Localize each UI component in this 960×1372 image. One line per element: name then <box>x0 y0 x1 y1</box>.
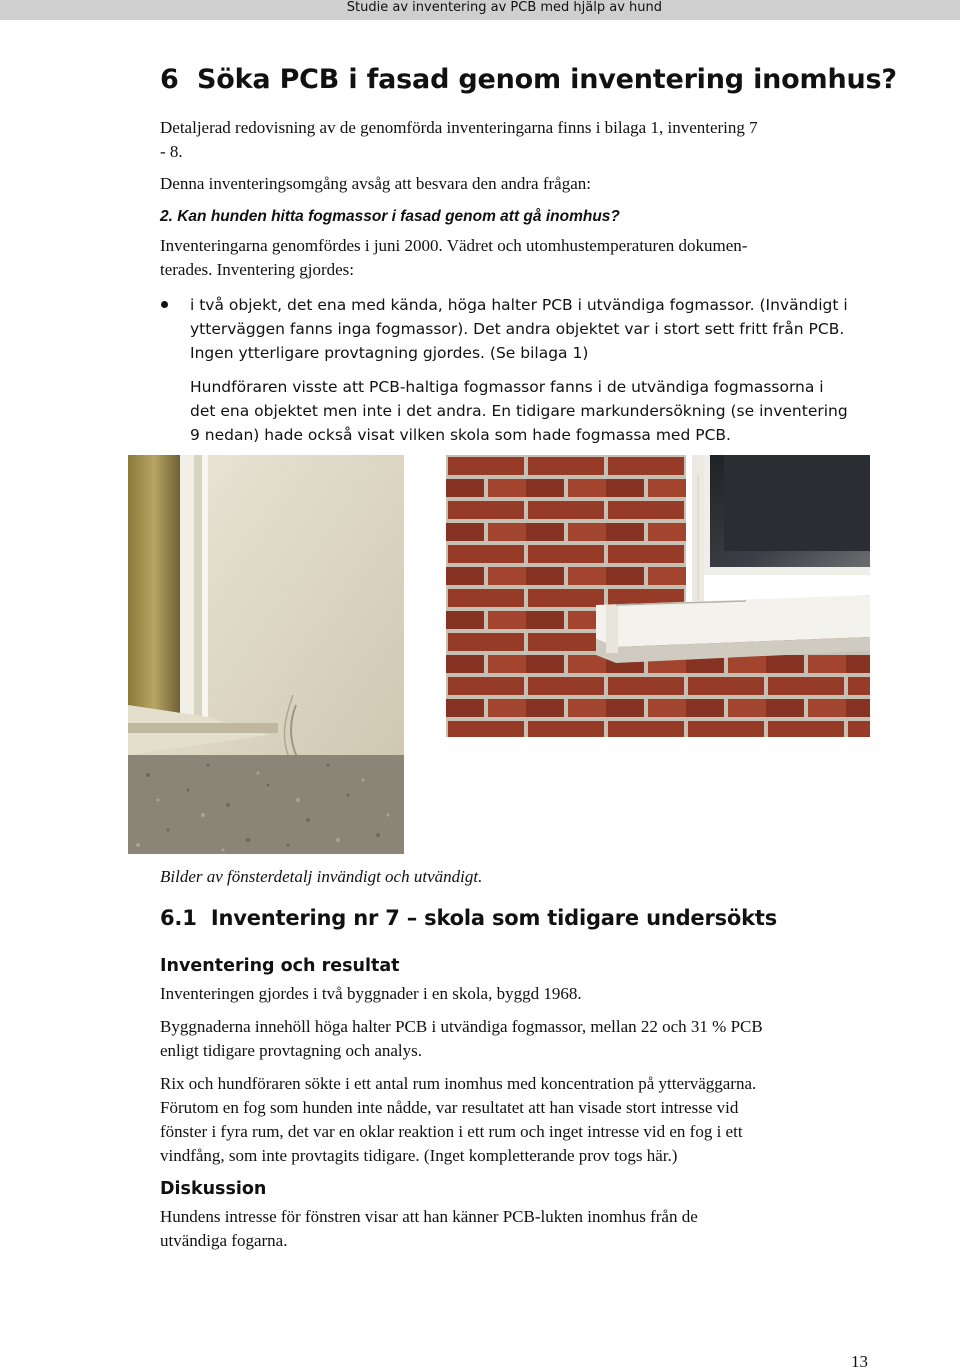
bullet-item <box>190 293 870 365</box>
intro-p3-line1: Inventeringarna genomfördes i juni 2000. Vädret och utomhustemperaturen dokumen- <box>160 236 748 255</box>
intro-p3-line2: terades. Inventering gjordes: <box>160 260 355 279</box>
results-p3-line4: vindfång, som inte provtagits tidigare. (Inget kompletterande prov togs här.) <box>160 1146 678 1165</box>
bullet-line1: i två objekt, det ena med kända, höga halter PCB i utvändiga fogmassor. (Invändigt i <box>190 296 848 314</box>
discussion-line1: Hundens intresse för fönstren visar att han känner PCB-lukten inomhus från de <box>160 1207 698 1226</box>
results-paragraph-3 <box>160 1072 870 1168</box>
subsection-heading <box>160 906 777 930</box>
intro-p1-line1: Detaljerad redovisning av de genomförda inventeringarna finns i bilaga 1, inventering 7 <box>160 118 758 137</box>
results-p3-line1: Rix och hundföraren sökte i ett antal rum inomhus med koncentration på ytterväggarna. <box>160 1074 757 1093</box>
bullet-sub-line2: det ena objektet men inte i det andra. En tidigare markundersökning (se inventering <box>190 402 848 420</box>
intro-paragraph-1 <box>160 116 870 164</box>
photo-interior-illustration <box>128 455 404 854</box>
results-paragraph-1: Inventeringen gjordes i två byggnader i en skola, byggd 1968. <box>160 984 582 1003</box>
bullet-sub-line3: 9 nedan) hade också visat vilken skola som hade fogmassa med PCB. <box>190 426 731 444</box>
subsection-title: Inventering nr 7 – skola som tidigare undersökts <box>210 906 778 930</box>
results-p2-line1: Byggnaderna innehöll höga halter PCB i utvändiga fogmassor, mellan 22 och 31 % PCB <box>160 1017 763 1036</box>
intro-p1-line2: - 8. <box>160 142 183 161</box>
subsection-number: 6.1 <box>160 906 197 930</box>
discussion-line2: utvändiga fogarna. <box>160 1231 288 1250</box>
running-header: Studie av inventering av PCB med hjälp av hund <box>0 0 960 20</box>
results-p3-line2: Förutom en fog som hunden inte nådde, var resultatet att han visade stort intresse vid <box>160 1098 739 1117</box>
bullet-line2: ytterväggen fanns inga fogmassor). Det andra objektet var i stort sett fritt från PCB. <box>190 320 845 338</box>
bullet-sub-line1: Hundföraren visste att PCB-haltiga fogmassor fanns i de utvändiga fogmassorna i <box>190 378 824 396</box>
page-number: 13 <box>851 1352 868 1371</box>
photo-exterior-illustration <box>446 455 870 737</box>
intro-paragraph-3 <box>160 234 870 282</box>
discussion-heading: Diskussion <box>160 1179 267 1199</box>
bullet-marker <box>161 301 168 308</box>
research-question: 2. Kan hunden hitta fogmassor i fasad genom att gå inomhus? <box>160 208 620 225</box>
discussion-paragraph <box>160 1205 870 1253</box>
results-p2-line2: enligt tidigare provtagning och analys. <box>160 1041 423 1060</box>
section-number: 6 <box>160 64 179 95</box>
section-heading <box>160 64 897 95</box>
results-p3-line3: fönster i fyra rum, det var en oklar reaktion i ett rum och inget intresse vid en fog i ett <box>160 1122 743 1141</box>
results-paragraph-2 <box>160 1015 870 1063</box>
photo-exterior-window <box>446 455 870 737</box>
bullet-sub-paragraph <box>190 375 870 447</box>
intro-paragraph-2: Denna inventeringsomgång avsåg att besvara den andra frågan: <box>160 174 591 193</box>
section-title: Söka PCB i fasad genom inventering inomhus? <box>197 64 897 95</box>
bullet-line3: Ingen ytterligare provtagning gjordes. (Se bilaga 1) <box>190 344 589 362</box>
photo-interior-window <box>128 455 404 854</box>
figure-caption: Bilder av fönsterdetalj invändigt och utvändigt. <box>160 867 483 886</box>
results-heading: Inventering och resultat <box>160 956 400 976</box>
